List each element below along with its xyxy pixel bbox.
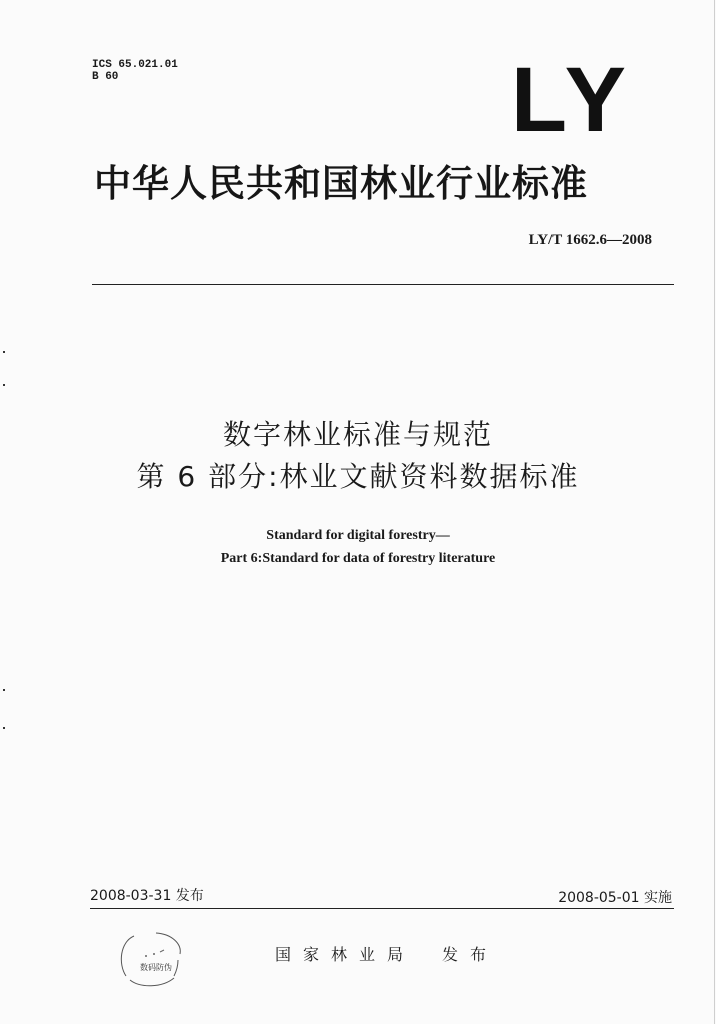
title-chinese-part: 第 6 部分:林业文献资料数据标准 <box>136 460 580 493</box>
ics-code: ICS 65.021.01 <box>92 59 178 71</box>
header-divider <box>92 284 674 285</box>
seal-text: 数码防伪 <box>140 963 172 972</box>
standard-number: LY/T 1662.6—2008 <box>528 232 652 248</box>
implementation-date: 2008-05-01 实施 <box>558 890 672 906</box>
publish-label: 发布 <box>442 945 499 964</box>
margin-mark <box>3 689 5 691</box>
footer-divider <box>90 908 674 909</box>
margin-mark <box>3 384 5 386</box>
anti-counterfeit-seal-icon <box>116 930 192 990</box>
publisher-name: 国家林业局 <box>275 945 416 964</box>
margin-mark <box>3 727 5 729</box>
standard-mark: LY <box>510 49 632 151</box>
margin-mark <box>3 351 5 353</box>
title-english-main: Standard for digital forestry— <box>266 528 450 543</box>
industry-standard-title: 中华人民共和国林业行业标准 <box>94 162 588 205</box>
ccs-code: B 60 <box>92 71 119 83</box>
page-edge-line <box>714 0 715 1024</box>
title-english-part: Part 6:Standard for data of forestry literature <box>220 551 496 566</box>
title-chinese-main: 数字林业标准与规范 <box>222 418 493 451</box>
issue-date: 2008-03-31 发布 <box>90 888 204 904</box>
